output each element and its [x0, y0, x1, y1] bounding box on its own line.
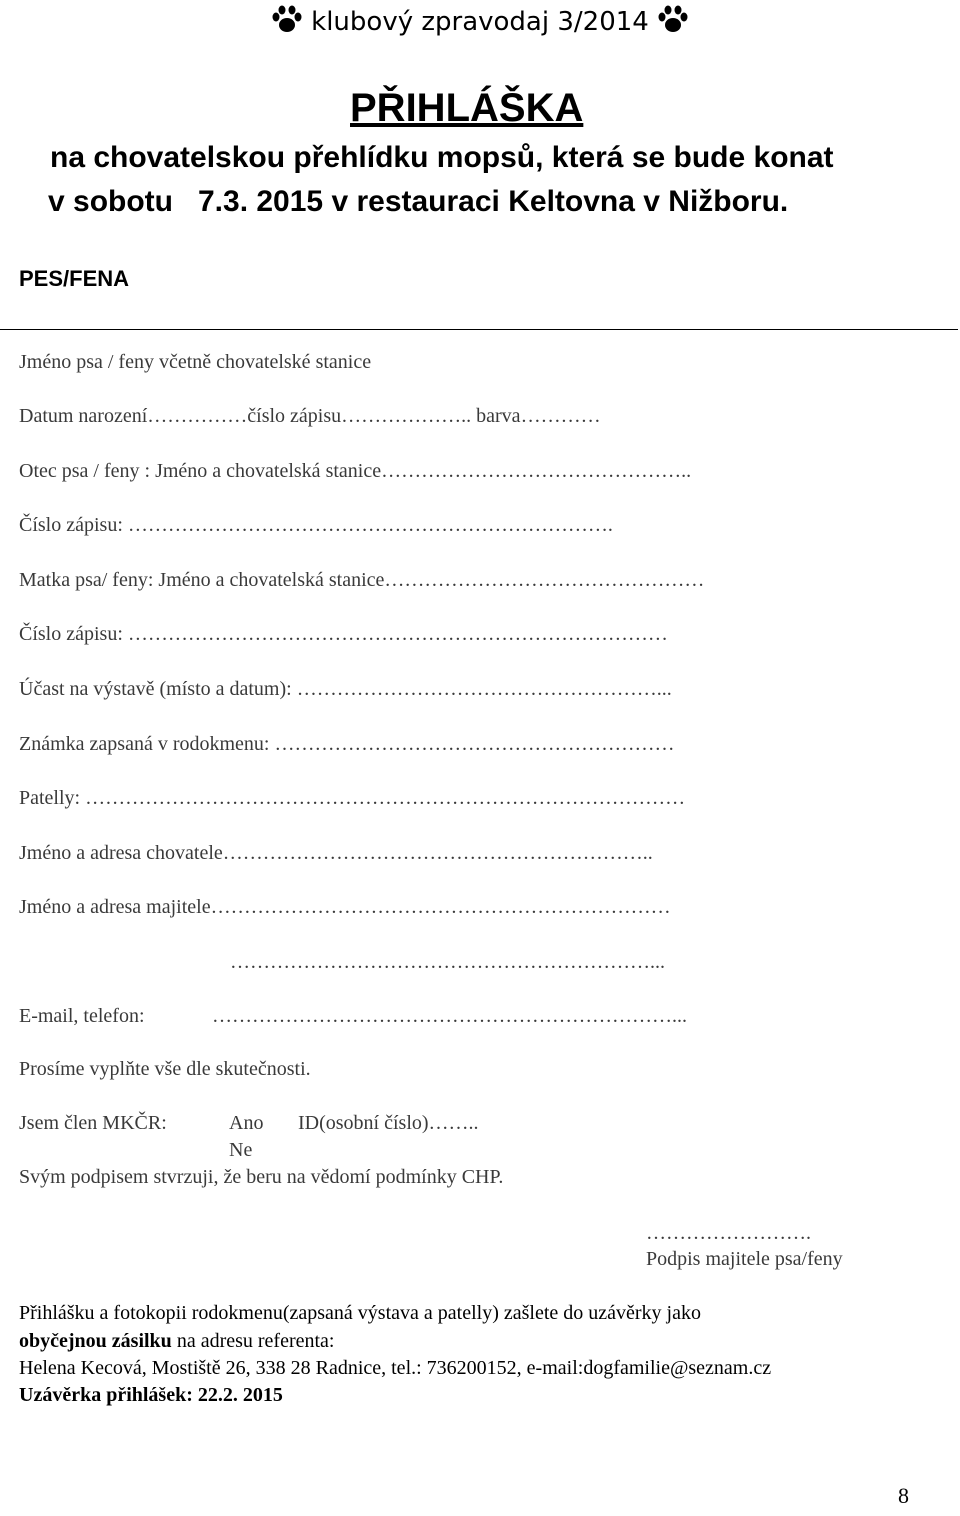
field-pedigree-grade: Známka zapsaná v rodokmenu: ……………………………………………………: [19, 733, 675, 755]
field-email-phone-dots: ……………………………………………………………...: [212, 1005, 687, 1027]
field-sire-name: Otec psa / feny : Jméno a chovatelská stanice………………………………………..: [19, 460, 692, 482]
fill-note: Prosíme vyplňte vše dle skutečnosti.: [19, 1058, 311, 1080]
mail-type-rest: na adresu referenta:: [171, 1330, 335, 1352]
paw-print-icon: [657, 4, 689, 34]
instructions-line1: Přihlášku a fotokopii rodokmenu(zapsaná výstava a patelly) zašlete do uzávěrky jako: [19, 1302, 701, 1324]
member-option-yes: Ano: [229, 1112, 264, 1134]
field-show-participation: Účast na výstavě (místo a datum): ………………………………………………...: [19, 678, 672, 700]
page-number: 8: [898, 1483, 909, 1508]
section-divider: [0, 329, 958, 330]
form-title: PŘIHLÁŠKA: [350, 86, 584, 130]
field-dog-name: Jméno psa / feny včetně chovatelské stanice: [19, 351, 372, 373]
newsletter-title: klubový zpravodaj 3/2014: [311, 7, 649, 37]
paw-print-icon: [271, 4, 303, 34]
instructions-line2: [19, 1330, 335, 1353]
event-description-line2: v sobotu 7.3. 2015 v restauraci Keltovna v Nižboru.: [48, 185, 789, 218]
signature-label: Podpis majitele psa/feny: [646, 1248, 843, 1270]
field-email-phone-label: E-mail, telefon:: [19, 1005, 145, 1027]
member-id: ID(osobní číslo)……..: [298, 1112, 479, 1134]
signature-line: …………………….: [646, 1222, 811, 1244]
section-label: PES/FENA: [19, 266, 130, 291]
field-patella: Patelly: ………………………………………………………………………………: [19, 787, 686, 809]
referent-contact: Helena Kecová, Mostiště 26, 338 28 Radnice, tel.: 736200152, e-mail:dogfamilie@seznam.cz: [19, 1357, 772, 1379]
field-birth-reg-color: Datum narození……………číslo zápisu……………….. barva…………: [19, 405, 601, 427]
field-owner-address-cont: ………………………………………………………...: [230, 951, 665, 973]
mail-type: obyčejnou zásilku: [19, 1330, 172, 1352]
field-sire-reg-number: Číslo zápisu: ……………………………………………………………….: [19, 514, 613, 536]
member-option-no: Ne: [229, 1139, 253, 1161]
consent-statement: Svým podpisem stvrzuji, že beru na vědomí podmínky CHP.: [19, 1166, 504, 1188]
field-breeder-address: Jméno a adresa chovatele………………………………………………………..: [19, 842, 653, 864]
deadline: Uzávěrka přihlášek: 22.2. 2015: [19, 1384, 283, 1406]
field-owner-address: Jméno a adresa majitele……………………………………………………………: [19, 896, 671, 918]
event-description-line1: na chovatelskou přehlídku mopsů, která se bude konat: [50, 141, 834, 174]
field-dam-reg-number: Číslo zápisu: ………………………………………………………………………: [19, 623, 668, 645]
field-dam-name: Matka psa/ feny: Jméno a chovatelská stanice…………………………………………: [19, 569, 705, 591]
member-label: Jsem člen MKČR:: [19, 1112, 167, 1134]
newsletter-header: [0, 4, 960, 37]
